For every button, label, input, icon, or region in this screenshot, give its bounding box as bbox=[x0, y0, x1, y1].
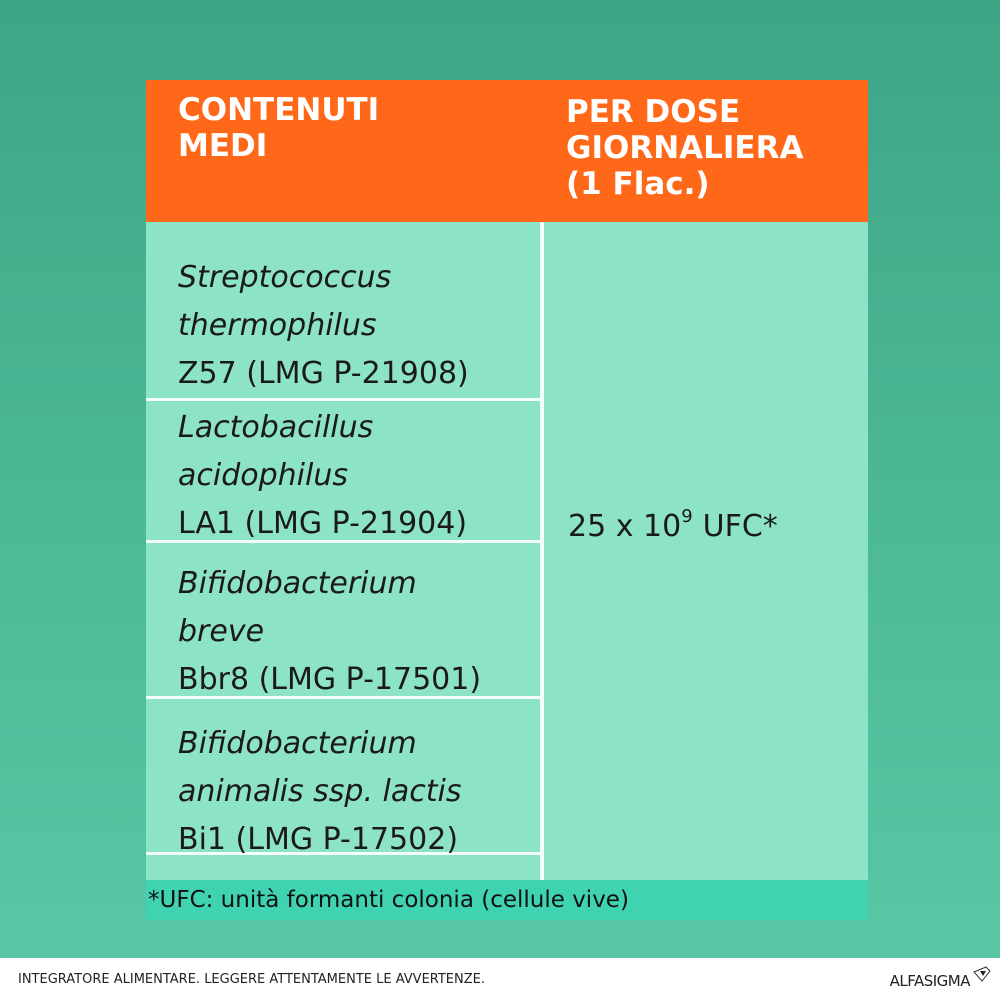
row-divider bbox=[146, 398, 542, 401]
species: animalis ssp. lactis bbox=[178, 774, 462, 809]
header-line: GIORNALIERA bbox=[566, 130, 804, 166]
brand-logo bbox=[890, 972, 970, 990]
value-exponent: 9 bbox=[681, 506, 693, 527]
species: acidophilus bbox=[178, 458, 348, 493]
bottom-bar bbox=[0, 958, 1000, 1000]
strain: Bi1 (LMG P-17502) bbox=[178, 822, 459, 857]
diamond-logo-icon bbox=[972, 966, 992, 982]
strain: Bbr8 (LMG P-17501) bbox=[178, 662, 482, 697]
table-row bbox=[146, 720, 542, 864]
value-base: 25 x 10 bbox=[568, 509, 682, 544]
table-row bbox=[146, 404, 542, 548]
header-line: (1 Flac.) bbox=[566, 166, 710, 202]
footnote: *UFC: unità formanti colonia (cellule vive) bbox=[146, 880, 868, 920]
nutrition-table bbox=[146, 80, 868, 920]
disclaimer: INTEGRATORE ALIMENTARE. LEGGERE ATTENTAMENTE LE AVVERTENZE. bbox=[18, 972, 485, 987]
species: Bifidobacterium bbox=[178, 566, 417, 601]
table-header bbox=[146, 80, 868, 222]
header-daily-dose bbox=[566, 94, 803, 202]
species: breve bbox=[178, 614, 265, 649]
header-line: CONTENUTI bbox=[178, 92, 380, 128]
dose-value bbox=[568, 506, 778, 544]
strain: Z57 (LMG P-21908) bbox=[178, 356, 469, 391]
header-line: PER DOSE bbox=[566, 94, 741, 130]
table-body bbox=[146, 222, 868, 880]
table-row bbox=[146, 254, 542, 398]
species: Bifidobacterium bbox=[178, 726, 417, 761]
species: Lactobacillus bbox=[178, 410, 374, 445]
species: Streptococcus bbox=[178, 260, 392, 295]
species: thermophilus bbox=[178, 308, 377, 343]
value-unit: UFC* bbox=[702, 509, 778, 544]
logo-text: ALFASIGMA bbox=[889, 972, 970, 990]
strain: LA1 (LMG P-21904) bbox=[178, 506, 468, 541]
header-line: MEDI bbox=[178, 128, 268, 164]
header-contents bbox=[178, 92, 379, 164]
table-row bbox=[146, 560, 542, 704]
